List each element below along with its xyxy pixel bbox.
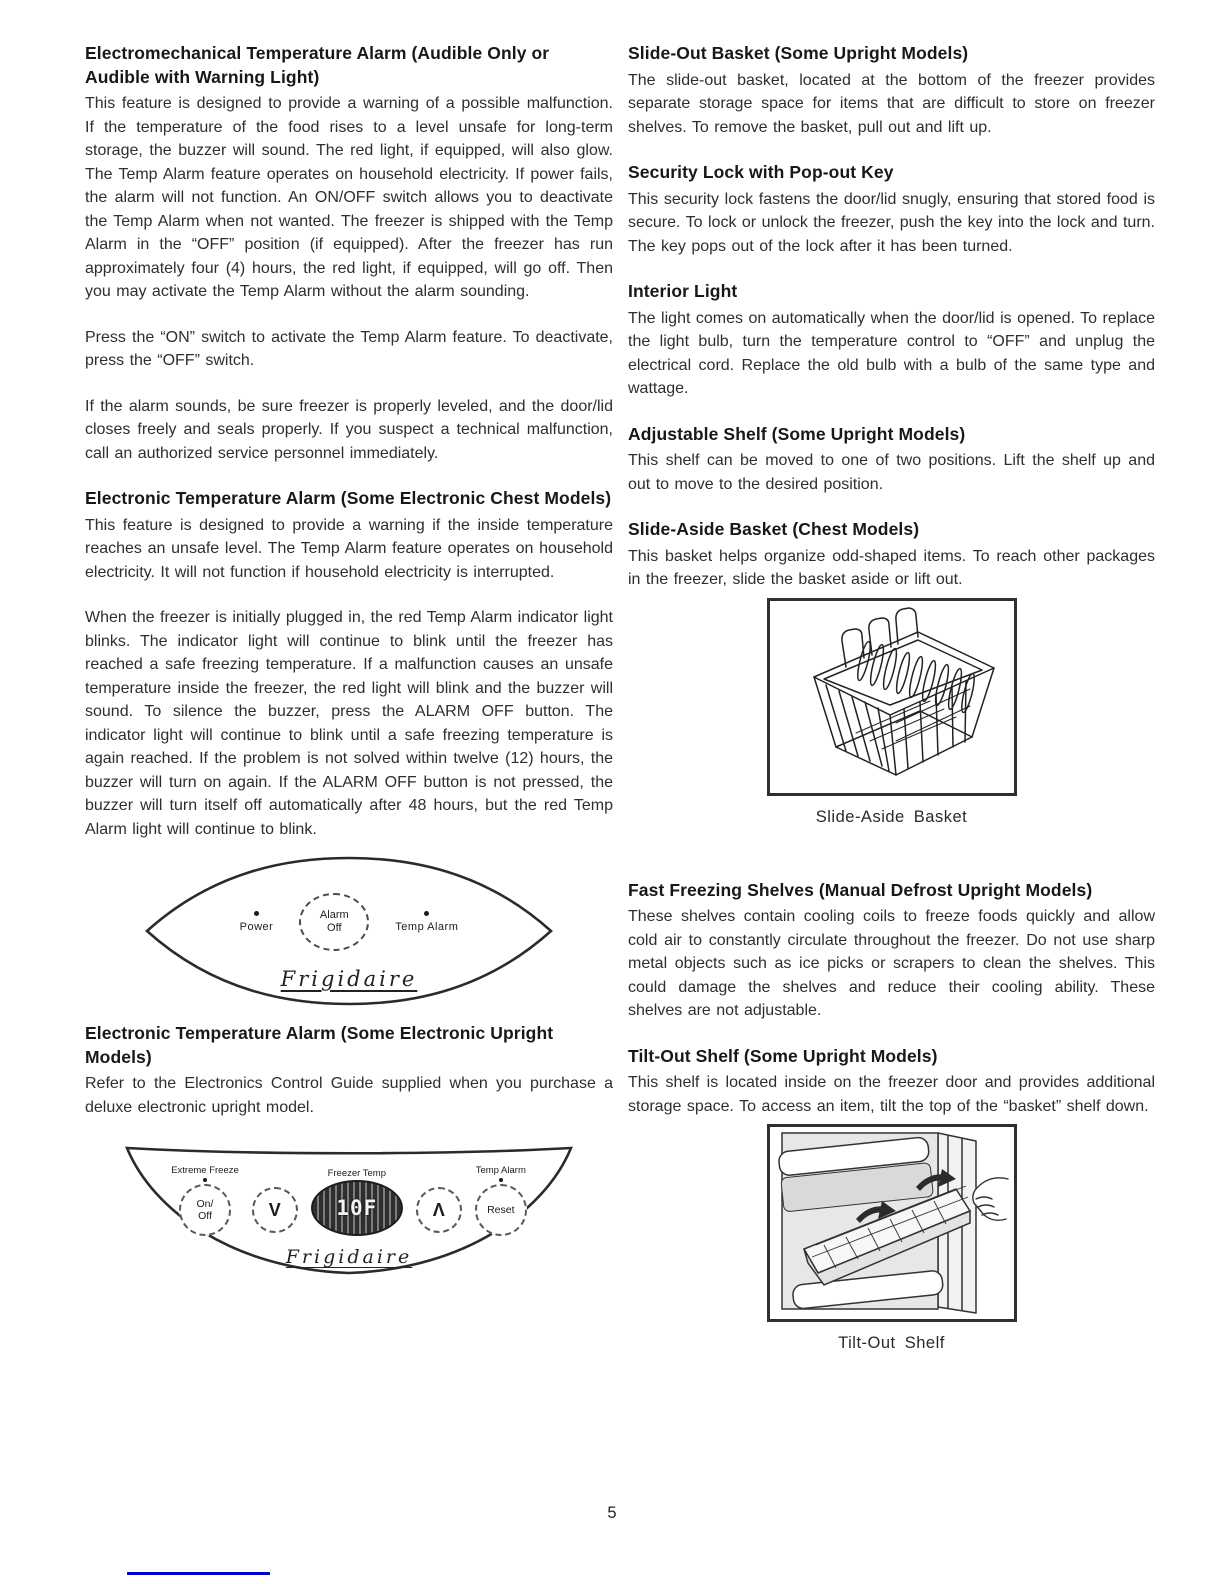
section-heading: Electronic Temperature Alarm (Some Electronic Upright Models) bbox=[85, 1023, 554, 1067]
extreme-freeze-control bbox=[171, 1165, 239, 1236]
upright-control-panel-figure bbox=[123, 1143, 575, 1283]
body-paragraph: The slide-out basket, located at the bottom of the freezer provides separate storage space for items that are difficult to store on freezer shelves. To remove the basket, pull out and lift up. bbox=[628, 71, 1155, 136]
section-heading: Interior Light bbox=[628, 281, 738, 301]
section-heading: Tilt-Out Shelf (Some Upright Models) bbox=[628, 1045, 938, 1066]
left-column bbox=[85, 42, 613, 1353]
frigidaire-logo: Frigidaire bbox=[285, 1246, 413, 1268]
up-arrow-button[interactable] bbox=[416, 1187, 462, 1233]
power-light-icon bbox=[254, 911, 259, 916]
page-content bbox=[85, 42, 1155, 1353]
footer-accent-line bbox=[127, 1572, 270, 1575]
body-paragraph: If the alarm sounds, be sure freezer is properly leveled, and the door/lid closes freely and seals properly. If you suspect a technical malfunction, call an authorized service personnel immediately. bbox=[85, 397, 613, 462]
chest-control-panel-figure bbox=[144, 853, 554, 1009]
alarm-off-button[interactable]: Alarm Off bbox=[299, 893, 369, 951]
slide-aside-basket-figure bbox=[767, 598, 1017, 796]
extreme-freeze-label: Extreme Freeze bbox=[171, 1165, 239, 1176]
body-paragraph: Press the “ON” switch to activate the Temp Alarm feature. To deactivate, press the “OFF” switch. bbox=[85, 328, 613, 369]
section-heading: Slide-Aside Basket (Chest Models) bbox=[628, 519, 920, 539]
body-paragraph: Refer to the Electronics Control Guide supplied when you purchase a deluxe electronic upright model. bbox=[85, 1075, 613, 1116]
down-arrow-button[interactable] bbox=[252, 1187, 298, 1233]
frigidaire-logo: Frigidaire bbox=[280, 967, 418, 991]
page-number: 5 bbox=[607, 1504, 617, 1522]
reset-button[interactable]: Reset bbox=[475, 1184, 527, 1236]
body-paragraph: This security lock fastens the door/lid snugly, ensuring that stored food is secure. To lock or unlock the freezer, push the key into the lock and turn. The key pops out of the lock after it has been turned. bbox=[628, 190, 1155, 255]
section-heading: Slide-Out Basket (Some Upright Models) bbox=[628, 43, 969, 63]
figure-caption: Slide-Aside Basket bbox=[815, 807, 968, 826]
down-arrow-icon: V bbox=[268, 1199, 281, 1220]
body-paragraph: This shelf can be moved to one of two positions. Lift the shelf up and out to move to the desired position. bbox=[628, 452, 1155, 493]
body-paragraph: These shelves contain cooling coils to freeze foods quickly and allow cold air to constantly circulate throughout the freezer. Do not use sharp metal objects such as ice picks or scrapers to clean the shelves. This could damage the shelves and reduce their cooling ability. These shelves are not adjustable. bbox=[628, 908, 1155, 1019]
basket-drawing bbox=[770, 601, 1014, 793]
freezer-temp-display-group bbox=[311, 1168, 403, 1236]
body-paragraph: This feature is designed to provide a warning if the inside temperature reaches an unsafe level. The Temp Alarm feature operates on household electricity. It will not function if household electricity is interrupted. bbox=[85, 516, 613, 581]
section-heading: Security Lock with Pop-out Key bbox=[628, 162, 894, 182]
body-paragraph: This basket helps organize odd-shaped items. To reach other packages in the freezer, slide the basket aside or lift out. bbox=[628, 547, 1155, 588]
freezer-temp-display: 10F bbox=[311, 1180, 403, 1236]
temp-alarm-label: Temp Alarm bbox=[475, 1165, 526, 1176]
on-off-button[interactable]: On/ Off bbox=[179, 1184, 231, 1236]
tilt-out-shelf-drawing bbox=[770, 1127, 1014, 1319]
figure-caption: Tilt-Out Shelf bbox=[838, 1334, 945, 1352]
section-heading: Fast Freezing Shelves (Manual Defrost Upright Models) bbox=[628, 879, 1093, 900]
power-label: Power bbox=[239, 921, 274, 933]
extreme-freeze-light-icon bbox=[203, 1178, 207, 1182]
section-heading: Electromechanical Temperature Alarm (Audible Only or Audible with Warning Light) bbox=[85, 43, 550, 87]
power-indicator bbox=[240, 911, 274, 933]
up-arrow-icon: Λ bbox=[432, 1199, 445, 1220]
body-paragraph: This feature is designed to provide a warning of a possible malfunction. If the temperature of the food rises to a level unsafe for long-term storage, the buzzer will sound. The red light, if equipped, will also glow. The Temp Alarm feature operates on household electricity. If power fails, the alarm will not function. An ON/OFF switch allows you to deactivate the Temp Alarm when not wanted. The freezer is shipped with the Temp Alarm in the “OFF” position (if equipped). After the freezer has run approximately four (4) hours, the red light, if equipped, will go off. Then you may activate the Temp Alarm without the alarm sounding. bbox=[85, 95, 613, 300]
body-paragraph: This shelf is located inside on the freezer door and provides additional storage space. To access an item, tilt the top of the “basket” shelf down. bbox=[628, 1074, 1155, 1115]
temp-alarm-indicator bbox=[395, 911, 458, 933]
right-column bbox=[628, 42, 1155, 1353]
body-paragraph: The light comes on automatically when the door/lid is opened. To replace the light bulb, turn the temperature control to “OFF” and unplug the electrical cord. Replace the old bulb with a bulb of the same type and wattage. bbox=[628, 309, 1155, 397]
temp-alarm-label: Temp Alarm bbox=[395, 921, 459, 933]
temp-alarm-light-icon bbox=[424, 911, 429, 916]
temp-alarm-light-icon bbox=[499, 1178, 503, 1182]
body-paragraph: When the freezer is initially plugged in, the red Temp Alarm indicator light blinks. The indicator light will continue to blink until the freezer has reached a safe freezing temperature. If a malfunction causes an unsafe temperature inside the freezer, the red light will blink and the buzzer will sound. To silence the buzzer, press the ALARM OFF button. The indicator light will continue to blink until a safe freezing temperature is again reached. If the problem is not solved within twelve (12) hours, the buzzer will turn on again. If the ALARM OFF button is not pressed, the buzzer will turn itself off automatically after 48 hours, but the red Temp Alarm light will continue to blink. bbox=[85, 609, 613, 838]
section-heading: Adjustable Shelf (Some Upright Models) bbox=[628, 423, 966, 444]
temp-alarm-control bbox=[475, 1165, 527, 1236]
freezer-temp-label: Freezer Temp bbox=[327, 1168, 386, 1179]
tilt-out-shelf-figure bbox=[767, 1124, 1017, 1322]
section-heading: Electronic Temperature Alarm (Some Electronic Chest Models) bbox=[85, 488, 612, 508]
